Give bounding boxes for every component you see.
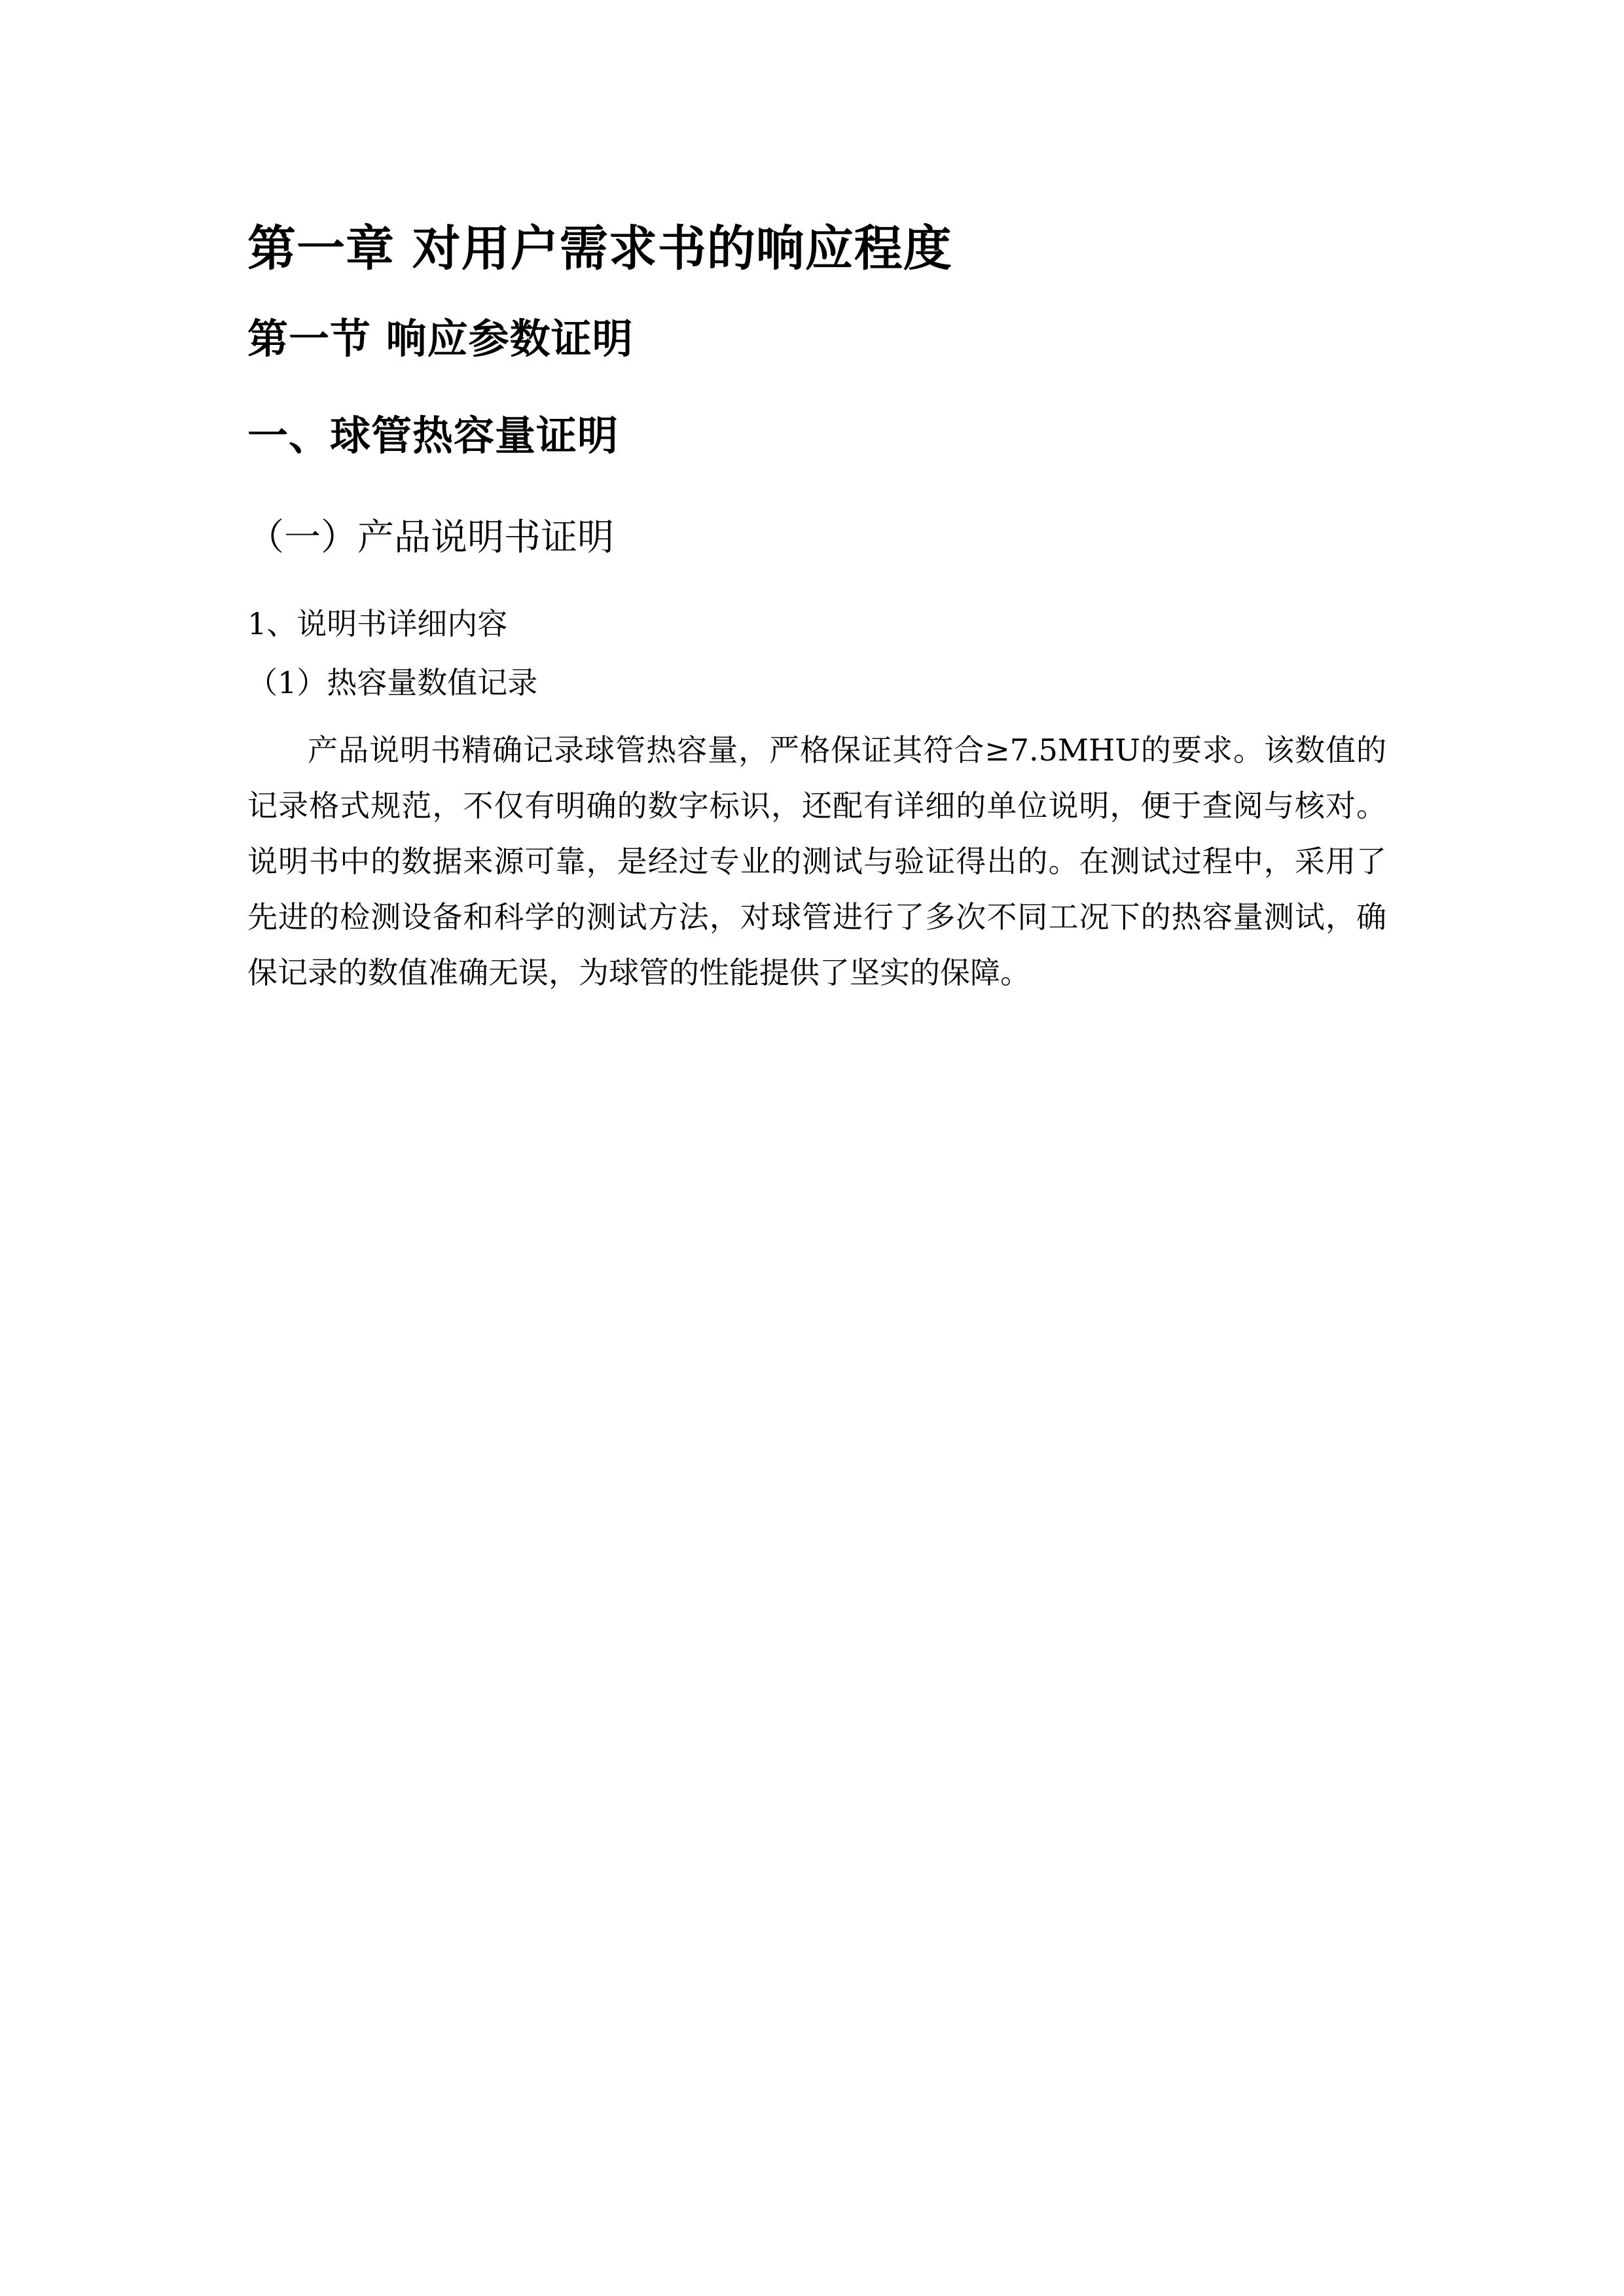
item-subtitle: （1）热容量数值记录 (247, 665, 538, 700)
item-title: 1、说明书详细内容 (247, 606, 508, 641)
subsection-title: 一、球管热容量证明 (247, 412, 619, 459)
document-content (247, 209, 1386, 1001)
sub-subsection-title: （一）产品说明书证明 (247, 516, 614, 559)
body-paragraph: 产品说明书精确记录球管热容量，严格保证其符合≥7.5MHU的要求。该数值的记录格式规范，不仅有明确的数字标识，还配有详细的单位说明，便于查阅与核对。说明书中的数据来源可靠，是经过专业的测试与验证得出的。在测试过程中，采用了先进的检测设备和科学的测试方法，对球管进行了多次不同工况下的热容量测试，确保记录的数值准确无误，为球管的性能提供了坚实的保障。 (247, 732, 1386, 990)
chapter-title: 第一章 对用户需求书的响应程度 (247, 221, 952, 277)
section-title: 第一节 响应参数证明 (247, 315, 634, 363)
